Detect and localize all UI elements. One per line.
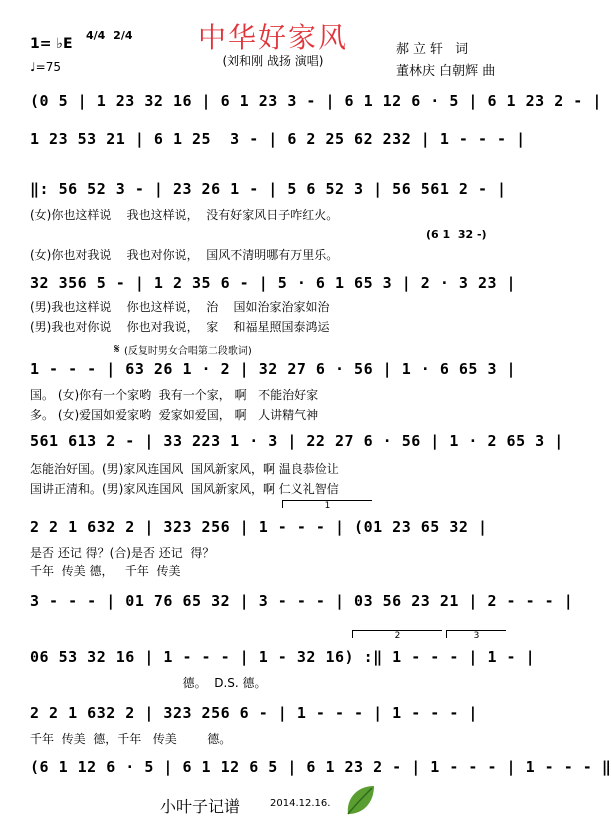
tempo-marking: ♩=75: [30, 60, 61, 74]
volta-3: 3: [446, 630, 506, 638]
score-row-5: 1 - - - | 63 26 1 · 2 | 32 27 6 · 56 | 1 · 6 65 3 |: [30, 360, 517, 378]
leaf-icon: [340, 780, 380, 820]
composer: 董林庆 白朝辉 曲: [396, 64, 496, 79]
meter-1: 4/4: [86, 29, 106, 42]
lyric-row-9: 德。 D.S. 德。: [30, 676, 267, 690]
lyric-row-6a: 怎能治好国。(男)家风连国风 国风新家风，啊 温良恭俭让: [30, 462, 339, 476]
lyric-row-3a: (女)你也这样说 我也这样说， 没有好家风日子咋红火。: [30, 208, 339, 222]
aside-note-1: (6 1 32 -): [426, 228, 487, 241]
lyricist: 郝立轩 词: [396, 42, 473, 57]
score-row-3: ‖: 56 52 3 - | 23 26 1 - | 5 6 52 3 | 56 561 2 - |: [30, 180, 507, 198]
meter-2: 2/4: [113, 29, 133, 42]
lyric-row-3b: (女)你也对我说 我也对你说， 国风不清明哪有万里乐。: [30, 248, 339, 262]
lyric-row-5a: 国。 (女)你有一个家哟 我有一个家， 啊 不能治好家: [30, 388, 319, 402]
score-row-2: 1 23 53 21 | 6 1 25 3 - | 6 2 25 62 232 | 1 - - - |: [30, 130, 526, 148]
performers: (刘和刚 战扬 演唱): [222, 54, 324, 68]
score-row-6: 561 613 2 - | 33 223 1 · 3 | 22 27 6 · 56 | 1 · 2 65 3 |: [30, 432, 564, 450]
score-row-11: (6 1 12 6 · 5 | 6 1 12 6 5 | 6 1 23 2 - | 1 - - - | 1 - - - ‖: [30, 758, 611, 776]
lyric-row-4a: (男)我也这样说 你也这样说， 治 国如治家治家如治: [30, 300, 330, 314]
lyric-row-6b: 国讲正清和。(男)家风连国风 国风新家风，啊 仁义礼智信: [30, 482, 339, 496]
score-row-1: (0 5 | 1 23 32 16 | 6 1 23 3 - | 6 1 12 6 · 5 | 6 1 23 2 - |: [30, 92, 602, 110]
score-row-8: 3 - - - | 01 76 65 32 | 3 - - - | 03 56 23 21 | 2 - - - |: [30, 592, 574, 610]
aside-note-2: (反复时男女合唱第二段歌词): [124, 346, 252, 357]
song-title: 中华好家风: [197, 21, 348, 54]
score-row-10: 2 2 1 632 2 | 323 256 6 - | 1 - - - | 1 - - - |: [30, 704, 478, 722]
score-row-7: 2 2 1 632 2 | 323 256 | 1 - - - | (01 23 65 32 |: [30, 518, 488, 536]
volta-2: 2: [352, 630, 442, 638]
volta-1: 1: [282, 500, 372, 508]
lyric-row-4b: (男)我也对你说 你也对我说， 家 和福星照国泰鸿运: [30, 320, 330, 334]
transcriber-credit: 小叶子记谱: [160, 797, 241, 816]
score-row-4: 32 356 5 - | 1 2 35 6 - | 5 · 6 1 65 3 | 2 · 3 23 |: [30, 274, 517, 292]
lyric-row-10: 千年 传美 德，千年 传美 德。: [30, 732, 232, 746]
transcription-date: 2014.12.16.: [270, 798, 331, 809]
time-signature: [86, 30, 137, 42]
lyric-row-5b: 多。 (女)爱国如爱家哟 爱家如爱国， 啊 人讲精气神: [30, 408, 319, 422]
lyric-row-7b: 千年 传美 德， 千年 传美: [30, 564, 181, 578]
segno-icon: 𝄋: [114, 342, 120, 357]
score-row-9: 06 53 32 16 | 1 - - - | 1 - 32 16) :‖ 1 - - - | 1 - |: [30, 648, 536, 666]
key-signature: 1= ♭E: [30, 36, 73, 52]
lyric-row-7a: 是否 还记 得？(合)是否 还记 得？: [30, 546, 215, 560]
